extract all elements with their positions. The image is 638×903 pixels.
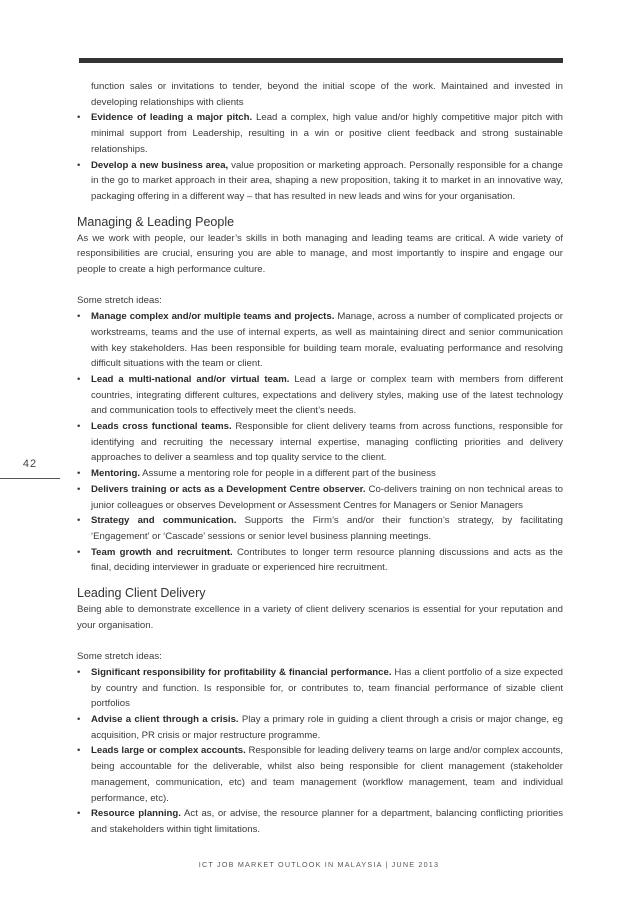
- item-text: Supports the Firm’s and/or their function’s strategy, by facilitating ‘Engagement’ or ‘Cascade’ sessions or senior level business planning meetings.: [91, 515, 563, 542]
- section-heading-client-delivery: Leading Client Delivery: [77, 586, 206, 601]
- page-footer: ICT JOB MARKET OUTLOOK IN MALAYSIA | JUNE 2013: [198, 860, 440, 869]
- list-item: [77, 545, 563, 576]
- stretch-ideas-label: Some stretch ideas:: [77, 651, 162, 663]
- bullet-icon: •: [77, 483, 81, 495]
- item-title: Manage complex and/or multiple teams and projects.: [91, 311, 335, 323]
- bullet-icon: •: [77, 515, 81, 527]
- item-title: Resource planning.: [91, 808, 181, 820]
- bullet-icon: •: [77, 421, 81, 433]
- list-item: [77, 372, 563, 419]
- bullet-icon: •: [77, 546, 81, 558]
- item-title: Leads large or complex accounts.: [91, 745, 246, 757]
- top-bullet-list: [77, 110, 563, 204]
- item-title: Leads cross functional teams.: [91, 421, 232, 433]
- stretch-ideas-label: Some stretch ideas:: [77, 295, 162, 307]
- bullet-icon: •: [77, 666, 81, 678]
- page-number: 42: [22, 458, 38, 470]
- managing-bullet-list: [77, 309, 563, 576]
- item-title: Delivers training or acts as a Development Centre observer.: [91, 483, 366, 495]
- list-item: [77, 158, 563, 205]
- top-rule: [79, 58, 563, 63]
- list-item: [77, 513, 563, 544]
- list-item: [77, 110, 563, 157]
- list-item: [77, 712, 563, 743]
- bullet-icon: •: [77, 468, 81, 480]
- main-content: [77, 79, 563, 838]
- section-intro: As we work with people, our leader’s skills in both managing and leading teams are critical. A wide variety of responsibilities are crucial, ensuring you are able to manage, and most importantly to inspire and engage our people to create a high performance culture.: [77, 232, 563, 276]
- list-item: [77, 466, 563, 482]
- item-title: Evidence of leading a major pitch.: [91, 112, 253, 124]
- client-delivery-bullet-list: [77, 665, 563, 838]
- item-text: Act as, or advise, the resource planner for a department, balancing conflicting priorities and stakeholders within tight limitations.: [91, 808, 563, 835]
- bullet-icon: •: [77, 745, 81, 757]
- item-title: Lead a multi-national and/or virtual team.: [91, 373, 290, 385]
- item-title: Develop a new business area,: [91, 159, 229, 171]
- item-text: Lead a complex, high value and/or highly competitive major pitch with minimal support from Leadership, resulting in a win or positive client feedback and strong sustainable relationships.: [91, 112, 563, 155]
- list-item: [77, 743, 563, 806]
- list-item: [77, 419, 563, 466]
- item-text: Responsible for client delivery teams from across functions, responsible for identifying and recruiting the necessary internal expertise, managing conflicting priorities and delivery approaches to deliver a seamless and top quality service to the client.: [91, 421, 563, 464]
- list-item: [77, 309, 563, 372]
- item-text: Manage, across a number of complicated projects or workstreams, teams and the use of internal experts, as well as maintaining direct and senior communication with key stakeholders. Has been responsible for building team morale, evaluating performance and resolving difficult situations with the team or client.: [91, 311, 563, 370]
- item-title: Advise a client through a crisis.: [91, 713, 239, 725]
- item-text: Assume a mentoring role for people in a different part of the business: [140, 468, 436, 480]
- item-text: Responsible for leading delivery teams on large and/or complex accounts, being accountable for the deliverable, whilst also being responsible for client management (stakeholder management, communication, etc) and team management (workflow management, team and individual performance, etc).: [91, 745, 563, 804]
- item-title: Significant responsibility for profitability & financial performance.: [91, 666, 392, 678]
- bullet-icon: •: [77, 373, 81, 385]
- section-heading-managing: Managing & Leading People: [77, 214, 235, 229]
- item-title: Mentoring.: [91, 468, 141, 480]
- list-item: [77, 806, 563, 837]
- item-text: value proposition or marketing approach. Personally responsible for a change in the go to market approach in their area, shaping a new proposition, taking it to market in an innovative way, packaging offering in a different way – that has resulted in new leads and wins for your organisation.: [91, 159, 563, 202]
- bullet-icon: •: [77, 159, 81, 171]
- page-number-rule: [0, 478, 60, 479]
- item-text: Play a primary role in guiding a client through a crisis or major change, eg acquisition, PR crisis or major restructure programme.: [91, 713, 563, 741]
- item-text: Lead a large or complex team with members from different countries, integrating different cultures, expectations and delivery styles, making use of the latest technology and communication tools to effectively meet the client’s needs.: [91, 373, 563, 417]
- list-item: [77, 482, 563, 513]
- bullet-icon: •: [77, 311, 81, 323]
- spacer: [77, 278, 563, 294]
- section-intro: Being able to demonstrate excellence in a variety of client delivery scenarios is essential for your reputation and your organisation.: [77, 604, 563, 631]
- list-item: [77, 665, 563, 712]
- item-title: Strategy and communication.: [91, 515, 237, 527]
- item-text: Contributes to longer term resource planning discussions and acts as the final, deciding interviewer in graduate or experienced hire recruitment.: [91, 546, 564, 574]
- continued-text: function sales or invitations to tender, beyond the initial scope of the work. Maintained and invested in developing relationships with clients: [91, 81, 563, 108]
- item-title: Team growth and recruitment.: [91, 546, 233, 558]
- item-text: Has a client portfolio of a size expected by country and function. Is responsible for, or contributes to, team financial performance of sizable client portfolios: [91, 666, 563, 710]
- bullet-icon: •: [77, 112, 81, 124]
- bullet-icon: •: [77, 808, 81, 820]
- bullet-icon: •: [77, 713, 81, 725]
- spacer: [77, 633, 563, 649]
- item-text: Co-delivers training on non technical areas to junior colleagues or observes Development or Assessment Centres for Managers or Senior Managers: [91, 483, 564, 511]
